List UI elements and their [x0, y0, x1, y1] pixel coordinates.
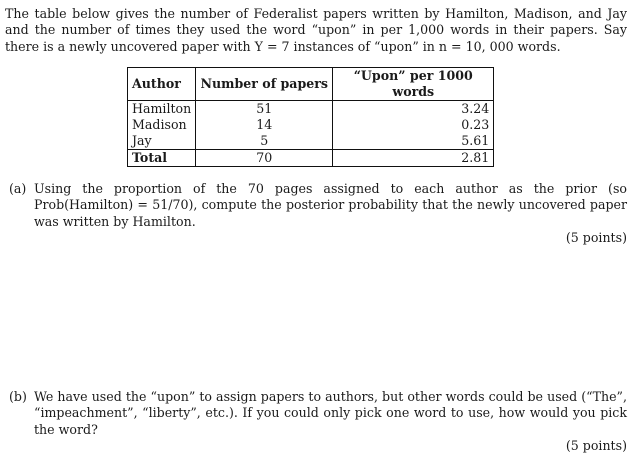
question-a-label: (a) [9, 181, 27, 196]
header-upon: “Upon” per 1000 words [333, 68, 494, 101]
question-b-text: We have used the “upon” to assign papers to authors, but other words could be used (“The”, “impeachment”, “liberty”, etc.). If you could only pick one word to use, how would you pick the word? [34, 389, 627, 437]
cell-author: Jay [128, 133, 196, 150]
question-b-label: (b) [9, 389, 27, 404]
cell-papers: 5 [196, 133, 333, 150]
question-a-points: (5 points) [565, 230, 627, 246]
cell-papers: 14 [196, 117, 333, 133]
table-total-row [128, 150, 494, 167]
cell-total-upon: 2.81 [333, 150, 494, 167]
cell-author: Madison [128, 117, 196, 133]
federalist-table [127, 67, 494, 167]
question-a-text: Using the proportion of the 70 pages assigned to each author as the prior (so Prob(Hamilton) = 51/70), compute the posterior probability that the newly uncovered paper was written by Hamilton. [34, 181, 627, 229]
header-papers: Number of papers [196, 68, 333, 101]
cell-upon: 3.24 [333, 101, 494, 118]
header-author: Author [128, 68, 196, 101]
cell-upon: 5.61 [333, 133, 494, 150]
intro-text: The table below gives the number of Federalist papers written by Hamilton, Madison, and Jay and the number of times they used the word “upon” in per 1,000 words in their papers. Say there is a newly uncovered paper with Y = 7 instances of “upon” in n = 10, 000 words. [5, 6, 627, 54]
table-row [128, 133, 494, 150]
table-header-row [128, 68, 494, 101]
cell-upon: 0.23 [333, 117, 494, 133]
question-a [5, 181, 627, 247]
cell-papers: 51 [196, 101, 333, 118]
cell-total-label: Total [128, 150, 196, 167]
cell-author: Hamilton [128, 101, 196, 118]
intro-paragraph [5, 6, 627, 55]
table-row [128, 101, 494, 118]
cell-total-papers: 70 [196, 150, 333, 167]
table-row [128, 117, 494, 133]
question-b [5, 389, 627, 455]
question-b-points: (5 points) [565, 438, 627, 454]
